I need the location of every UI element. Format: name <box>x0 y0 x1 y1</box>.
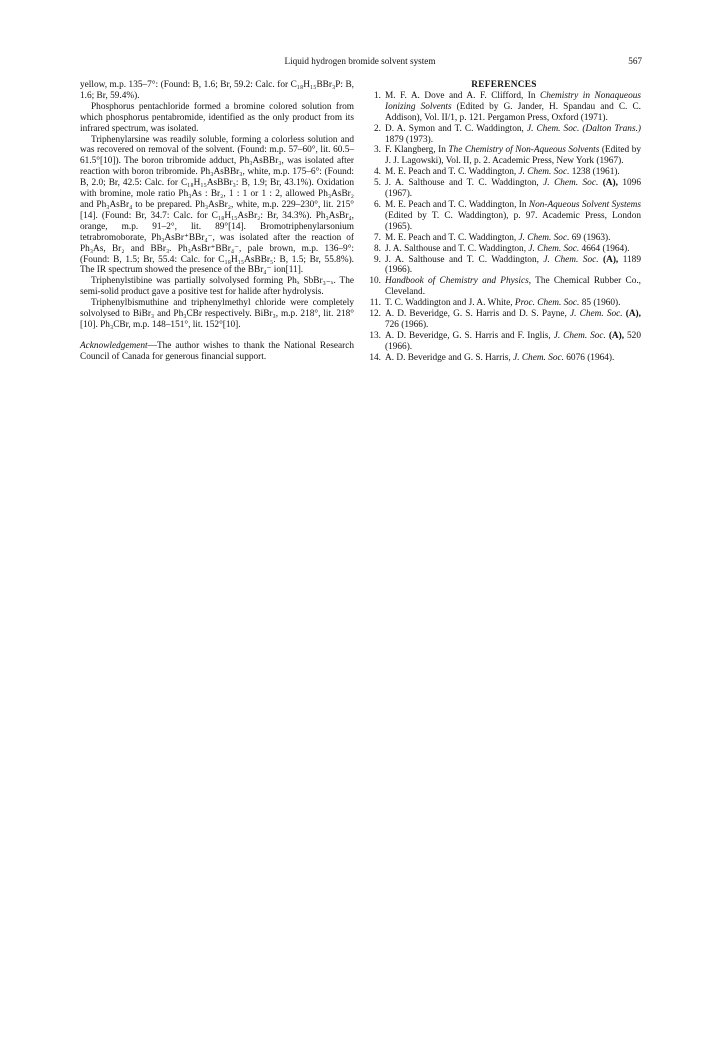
reference-series: (A), <box>598 254 619 265</box>
reference-authors: D. A. Symon and T. C. Waddington, <box>385 123 527 134</box>
reference-details: 1189 (1966). <box>385 254 641 276</box>
reference-number: 8. <box>374 243 381 254</box>
reference-item <box>367 233 641 244</box>
reference-source: The Chemistry of Non-Aqueous Solvents <box>448 145 600 156</box>
running-title: Liquid hydrogen bromide solvent system <box>284 56 436 66</box>
reference-authors: M. E. Peach and T. C. Waddington, In <box>385 199 529 210</box>
reference-details: 1096 (1967). <box>385 178 641 200</box>
reference-details: (Edited by G. Jander, H. Spandau and C. C. Addison), Vol. II/1, p. 121. Pergamon Press, Oxford (1971). <box>385 101 641 123</box>
paragraph-phosphorus: Phosphorus pentachloride formed a bromine colored solution from which phosphorus pentabromide, identified as the only product from its infrared spectrum, was isolated. <box>80 101 354 134</box>
reference-source: J. Chem. Soc. (Dalton Trans.) <box>526 123 641 134</box>
reference-authors: A. D. Beveridge and G. S. Harris, <box>385 352 514 363</box>
reference-item <box>367 353 641 364</box>
reference-number: 4. <box>374 167 381 178</box>
reference-authors: F. Klangberg, In <box>385 145 449 156</box>
reference-source: Non-Aqueous Solvent Systems <box>528 199 642 210</box>
reference-authors: M. E. Peach and T. C. Waddington, <box>385 167 519 178</box>
acknowledgement-label: Acknowledgement <box>80 340 148 351</box>
reference-item <box>367 331 641 353</box>
reference-details: 726 (1966). <box>385 319 429 330</box>
reference-item <box>367 167 641 178</box>
reference-number: 6. <box>374 199 381 210</box>
reference-number: 3. <box>374 145 381 156</box>
reference-details: (Edited by T. C. Waddington), p. 97. Academic Press, London (1965). <box>385 210 641 232</box>
reference-authors: A. D. Beveridge, G. S. Harris and D. S. Payne, <box>385 309 571 320</box>
references-heading: REFERENCES <box>471 80 537 90</box>
reference-details: 1238 (1961). <box>569 167 620 178</box>
reference-number: 10. <box>369 276 381 287</box>
reference-source: J. Chem. Soc. <box>518 167 570 178</box>
reference-list <box>367 91 641 364</box>
reference-source: J. Chem. Soc. <box>543 254 599 265</box>
running-header <box>78 56 642 70</box>
reference-source: Chemistry in Nonaqueous Ionizing Solvents <box>385 90 641 112</box>
reference-item <box>367 298 641 309</box>
reference-source: Proc. Chem. Soc. <box>514 298 580 309</box>
reference-item <box>367 145 641 167</box>
reference-item <box>367 276 641 298</box>
reference-number: 14. <box>369 352 381 363</box>
reference-authors: A. D. Beveridge, G. S. Harris and F. Inglis, <box>385 330 554 341</box>
reference-details: 6076 (1964). <box>563 352 615 363</box>
reference-details: 69 (1963). <box>569 232 611 243</box>
reference-details: 1879 (1973). <box>385 134 434 145</box>
reference-details: , The Chemical Rubber Co., Cleveland. <box>385 276 642 298</box>
reference-source: J. Chem. Soc. <box>553 330 606 341</box>
spacer <box>80 331 354 341</box>
reference-item <box>367 244 641 255</box>
reference-number: 13. <box>369 330 381 341</box>
paragraph-triphenylarsine: Triphenylarsine was readily soluble, forming a colorless solution and was recovered on removal of the solvent. (Found: m.p. 57–60°, lit. 60.5–61.5°[10]). The boron tribromide adduct, Ph₃AsBBr₃, was isolated after reaction with boron tribromide. Ph₃AsBBr₃, white, m.p. 175–6°: (Found: B, 2.0; Br, 42.5: Calc. for C₁₈H₁₅AsBBr₃: B, 1.9; Br, 43.1%). Oxidation with bromine, mole ratio Ph₃As : Br₂, 1 : 1 or 1 : 2, allowed Ph₃AsBr₂ and Ph₃AsBr₄ to be prepared. Ph₃AsBr₂, white, m.p. 229–230°, lit. 215°[14]. (Found: Br, 34.7: Calc. for C₁₈H₁₅AsBr₂: Br, 34.3%). Ph₃AsBr₄, orange, m.p. 91–2°, lit. 89°[14]. Bromotriphenylarsonium tetrabromoborate, Ph₃AsBr⁺BBr₄⁻, was isolated after the reaction of Ph₃As, Br₂ and BBr₃. Ph₃AsBr⁺BBr₄⁻, pale brown, m.p. 136–9°: (Found: B, 1.5; Br, 55.4: Calc. for C₁₈H₁₅AsBBr₅: B, 1.5; Br, 55.8%). The IR spectrum showed the presence of the BBr₄⁻ ion[11]. <box>80 134 354 276</box>
reference-details: 520 (1966). <box>385 330 641 352</box>
reference-item <box>367 91 641 124</box>
reference-series: (A), <box>622 309 641 320</box>
reference-source: J. Chem. Soc. <box>543 178 599 189</box>
reference-details: 4664 (1964). <box>579 243 630 254</box>
reference-source: Handbook of Chemistry and Physics <box>385 276 529 287</box>
reference-number: 2. <box>374 123 381 134</box>
acknowledgement-text: —The author wishes to thank the National Research Council of Canada for generous financial support. <box>80 340 354 362</box>
reference-number: 12. <box>369 309 381 320</box>
reference-item <box>367 309 641 331</box>
reference-authors: J. A. Salthouse and T. C. Waddington, <box>385 254 544 265</box>
reference-number: 7. <box>374 232 381 243</box>
page-number: 567 <box>628 56 642 66</box>
paragraph-continuation: yellow, m.p. 135–7°: (Found: B, 1.6; Br, 59.2: Calc. for C₁₈H₁₅BBr₃P: B, 1.6; Br, 59.4%). <box>80 80 354 101</box>
reference-authors: M. E. Peach and T. C. Waddington, <box>385 232 519 243</box>
reference-item <box>367 124 641 146</box>
reference-source: J. Chem. Soc. <box>528 243 580 254</box>
references-column <box>367 80 641 364</box>
reference-authors: J. A. Salthouse and T. C. Waddington, <box>385 178 544 189</box>
reference-series: (A), <box>605 330 625 341</box>
reference-authors: T. C. Waddington and J. A. White, <box>385 298 515 309</box>
reference-item <box>367 178 641 200</box>
reference-number: 11. <box>369 298 381 309</box>
reference-authors: J. A. Salthouse and T. C. Waddington, <box>385 243 529 254</box>
reference-details: 85 (1960). <box>579 298 621 309</box>
reference-source: J. Chem. Soc. <box>570 309 623 320</box>
acknowledgement <box>80 341 354 363</box>
reference-number: 1. <box>374 90 381 101</box>
reference-number: 5. <box>374 178 381 189</box>
reference-number: 9. <box>374 254 381 265</box>
reference-series: (A), <box>598 178 618 189</box>
reference-source: J. Chem. Soc. <box>518 232 570 243</box>
reference-item <box>367 200 641 233</box>
paragraph-triphenylstibine: Triphenylstibine was partially solvolysed forming Phₓ SbBr₃₋ₓ. The semi-solid product gave a positive test for halide after hydrolysis. <box>80 276 354 298</box>
paragraph-triphenylbismuthine: Triphenylbismuthine and triphenylmethyl chloride were completely solvolysed to BiBr₃ and Ph₃CBr respectively. BiBr₃, m.p. 218°, lit. 218°[10]. Ph₃CBr, m.p. 148–151°, lit. 152°[10]. <box>80 298 354 330</box>
reference-item <box>367 255 641 277</box>
reference-source: J. Chem. Soc. <box>513 352 564 363</box>
left-column <box>80 80 354 363</box>
reference-authors: M. F. A. Dove and A. F. Clifford, In <box>385 90 541 101</box>
reference-details: (Edited by J. J. Lagowski), Vol. II, p. 2. Academic Press, New York (1967). <box>385 145 641 167</box>
